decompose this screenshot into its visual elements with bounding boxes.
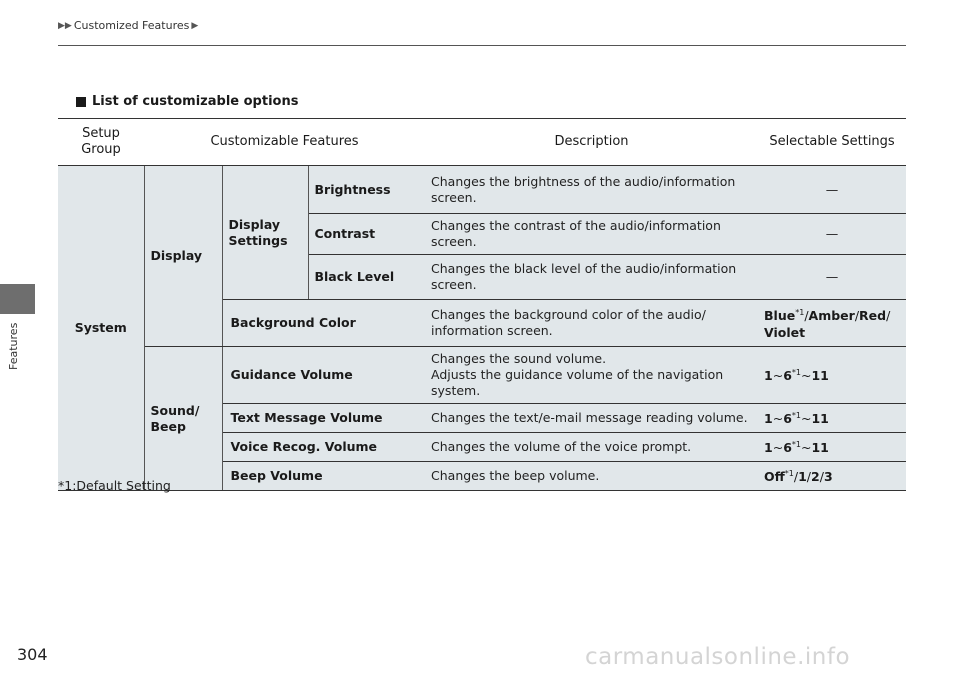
feature-text-message-volume: Text Message Volume (222, 404, 425, 433)
setting-black-level: — (758, 255, 906, 300)
table-row (58, 166, 906, 214)
description-beep-volume: Changes the beep volume. (425, 462, 758, 491)
description-background-color: Changes the background color of the audio/ information screen. (425, 300, 758, 347)
square-bullet-icon (76, 97, 86, 107)
watermark: carmanualsonline.info (585, 644, 851, 670)
options-table (58, 118, 906, 491)
side-section-label: Features (7, 322, 20, 370)
arrow-right-icon: ▶▶ (58, 20, 72, 31)
description-voice-recog-volume: Changes the volume of the voice prompt. (425, 433, 758, 462)
feature-contrast: Contrast (308, 214, 425, 255)
setting-beep-volume: Off$^{*1}$/1/2/3 (758, 462, 906, 491)
setting-text-message-volume: 1~6$^{*1}$~11 (758, 404, 906, 433)
breadcrumb-item[interactable]: Customized Features (73, 19, 190, 32)
setting-background-color: Blue$^{*1}$/Amber/Red/ Violet (758, 300, 906, 347)
description-contrast: Changes the contrast of the audio/information screen. (425, 214, 758, 255)
table-header-row (58, 119, 906, 166)
section-heading (76, 94, 298, 109)
group-sound-beep: Sound/ Beep (144, 347, 222, 491)
setting-voice-recog-volume: 1~6$^{*1}$~11 (758, 433, 906, 462)
description-brightness: Changes the brightness of the audio/information screen. (425, 166, 758, 214)
arrow-right-icon: ▶ (191, 20, 199, 31)
table-row (58, 347, 906, 404)
setting-guidance-volume: 1~6$^{*1}$~11 (758, 347, 906, 404)
header-setup-group: Setup Group (58, 119, 144, 166)
breadcrumb (58, 19, 198, 32)
section-tab (0, 284, 35, 314)
header-description: Description (425, 119, 758, 166)
page-number: 304 (17, 645, 48, 664)
description-black-level: Changes the black level of the audio/information screen. (425, 255, 758, 300)
feature-background-color: Background Color (222, 300, 425, 347)
feature-beep-volume: Beep Volume (222, 462, 425, 491)
header-customizable-features: Customizable Features (144, 119, 425, 166)
group-system: System (58, 166, 144, 491)
feature-brightness: Brightness (308, 166, 425, 214)
section-heading-text: List of customizable options (92, 94, 299, 109)
header-selectable-settings: Selectable Settings (758, 119, 906, 166)
header-rule (58, 45, 906, 46)
group-display: Display (144, 166, 222, 347)
feature-voice-recog-volume: Voice Recog. Volume (222, 433, 425, 462)
description-guidance-volume: Changes the sound volume. Adjusts the guidance volume of the navigation system. (425, 347, 758, 404)
setting-contrast: — (758, 214, 906, 255)
feature-guidance-volume: Guidance Volume (222, 347, 425, 404)
description-text-message-volume: Changes the text/e-mail message reading volume. (425, 404, 758, 433)
feature-black-level: Black Level (308, 255, 425, 300)
setting-brightness: — (758, 166, 906, 214)
footnote: *1:Default Setting (58, 478, 171, 493)
group-display-settings: Display Settings (222, 166, 308, 300)
